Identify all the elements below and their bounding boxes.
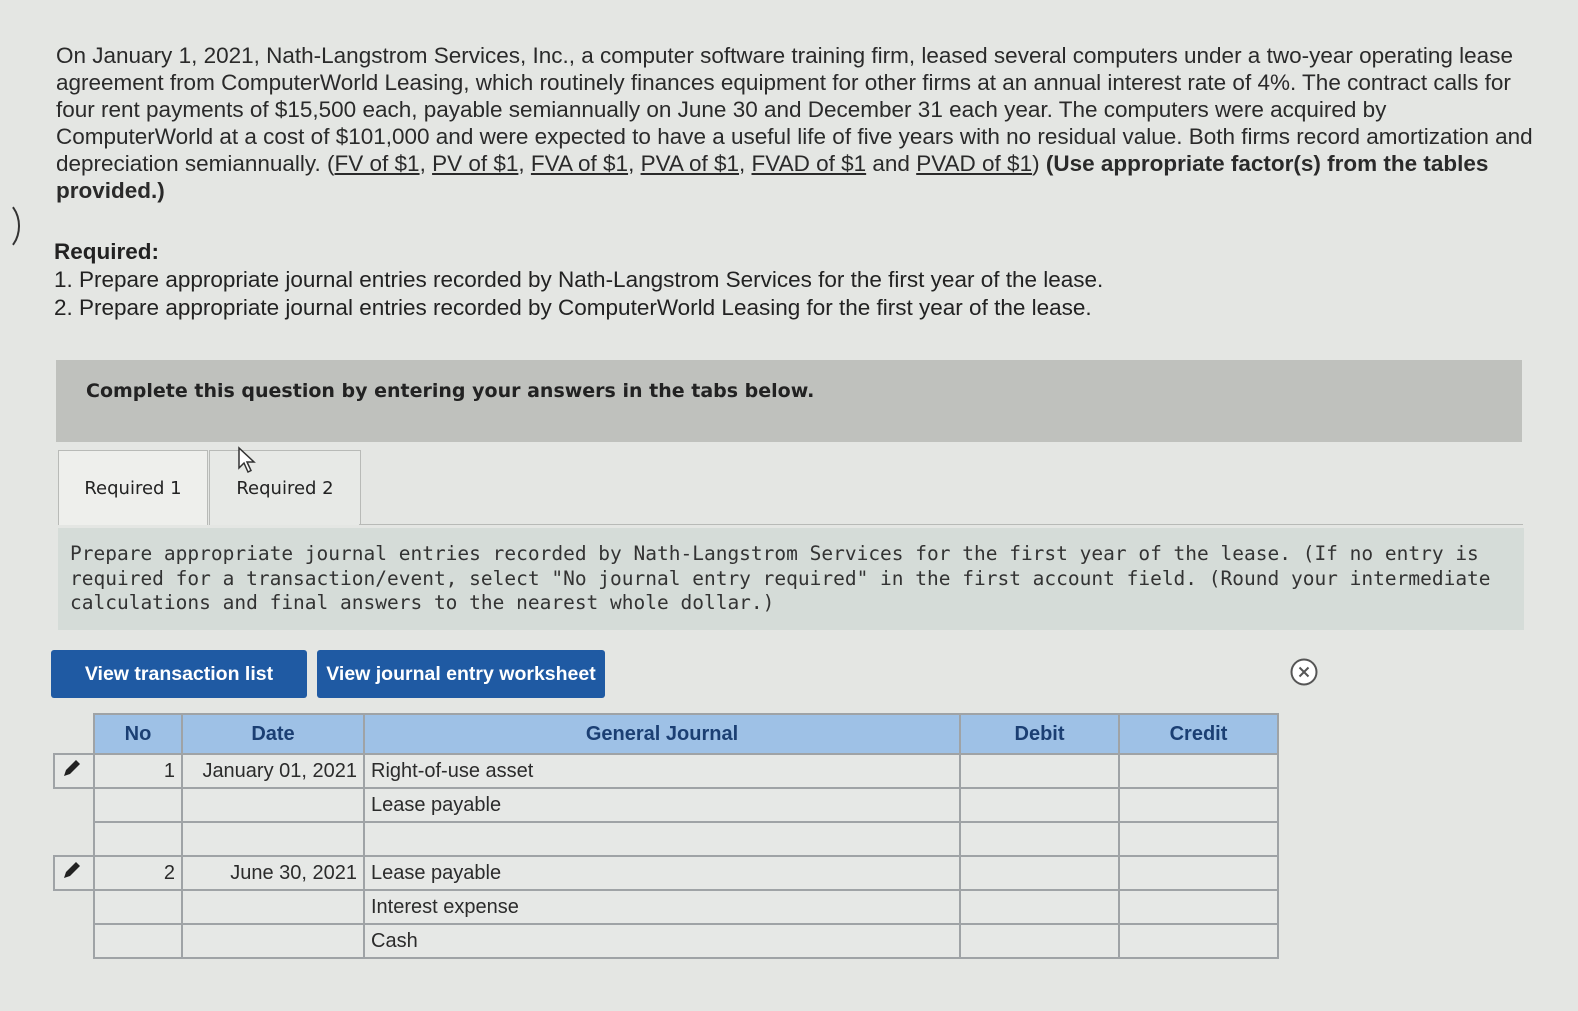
pvad-link[interactable]: PVAD of $1 [916,151,1033,176]
cell-date: January 01, 2021 [182,754,364,788]
journal-row [54,856,1278,890]
pencil-icon [61,859,83,881]
close-icon[interactable] [1289,657,1319,687]
header-date: Date [182,714,364,754]
cell-credit [1119,788,1278,822]
pencil-icon [61,757,83,779]
problem-statement: On January 1, 2021, Nath-Langstrom Services, Inc., a computer software training firm, leased several computers under a two-year operating lease agreement from ComputerWorld Leasing, which routinely finances equipment for other firms at an annual interest rate of 4%. The contract calls for four rent payments of $15,500 each, payable semiannually on June 30 and December 31 each year. The computers were acquired by ComputerWorld at a cost of $101,000 and were expected to have a useful life of five years with no residual value. Both firms record amortization and depreciation semiannually. (FV of $1, PV of $1, FVA of $1, PVA of $1, FVAD of $1 and PVAD of $1) (Use appropriate factor(s) from the tables provided.) [56,43,1533,203]
required-heading: Required: [54,239,160,264]
journal-row [54,754,1278,788]
header-spacer [54,714,94,754]
view-transaction-list-button[interactable]: View transaction list [51,650,307,698]
cell-date [182,890,364,924]
cell-account: Cash [364,924,960,958]
journal-row [54,924,1278,958]
mouse-pointer-icon [236,446,260,476]
tab-divider [359,524,1523,525]
cell-debit [960,856,1119,890]
fvad-link[interactable]: FVAD of $1 [751,151,867,176]
journal-header-row [54,714,1278,754]
cell-no: 1 [94,754,182,788]
cell-credit [1119,890,1278,924]
tab-label: Required 2 [236,477,334,499]
journal-row [54,788,1278,822]
pencil-spacer [54,822,94,856]
fv-link[interactable]: FV of $1 [334,151,420,176]
cell-credit [1119,856,1278,890]
cell-account: Right-of-use asset [364,754,960,788]
journal-row [54,890,1278,924]
cell-credit [1119,754,1278,788]
cell-date [182,788,364,822]
cell-debit [960,822,1119,856]
cell-debit [960,754,1119,788]
instructions-panel [58,528,1524,630]
instructions-text: Prepare appropriate journal entries recorded by Nath-Langstrom Services for the first year of the lease. (If no entry is required for a transaction/event, select "No journal entry required" in the first account field. (Round your intermediate calculations and final answers to the nearest whole dollar.) [70,542,1491,614]
header-credit: Credit [1119,714,1278,754]
cell-date: June 30, 2021 [182,856,364,890]
header-general-journal: General Journal [364,714,960,754]
header-no: No [94,714,182,754]
required-item-2: 2. Prepare appropriate journal entries recorded by ComputerWorld Leasing for the first year of the lease. [54,295,1092,320]
banner-text: Complete this question by entering your answers in the tabs below. [86,380,815,402]
cell-debit [960,924,1119,958]
pencil-spacer [54,890,94,924]
tab-required-2[interactable] [209,450,361,525]
pencil-spacer [54,924,94,958]
cell-account: Lease payable [364,788,960,822]
cell-date [182,924,364,958]
page-edge-bracket [0,200,20,252]
edit-entry-1-button[interactable] [54,754,94,788]
cell-date [182,822,364,856]
cell-no: 2 [94,856,182,890]
instruction-banner [56,360,1522,442]
edit-entry-2-button[interactable] [54,856,94,890]
view-journal-worksheet-button[interactable]: View journal entry worksheet [317,650,605,698]
fva-link[interactable]: FVA of $1 [530,151,629,176]
tab-required-1[interactable] [58,450,208,525]
cell-credit [1119,924,1278,958]
problem-text: On January 1, 2021, Nath-Langstrom Services, Inc., a computer software training firm, leased several computers under a two-year operating lease agreement from ComputerWorld Leasing, which routinely finances equipment for other firms at an annual interest rate of 4%. The contract calls for four rent payments of $15,500 each, payable semiannually on June 30 and December 31 each year. The computers were acquired by ComputerWorld at a cost of $101,000 and were expected to have a useful life of five years with no residual value. Both firms record amortization and depreciation semiannually. [56,43,1533,176]
pva-link[interactable]: PVA of $1 [640,151,739,176]
required-item-1: 1. Prepare appropriate journal entries recorded by Nath-Langstrom Services for the first year of the lease. [54,267,1104,292]
pencil-spacer [54,788,94,822]
cell-debit [960,890,1119,924]
journal-table [53,713,1279,959]
factor-note: (Use appropriate factor(s) from the tables provided.) [56,151,1489,203]
cell-no [94,924,182,958]
cell-no [94,788,182,822]
cell-account [364,822,960,856]
cell-debit [960,788,1119,822]
cell-account: Lease payable [364,856,960,890]
pv-link[interactable]: PV of $1 [432,151,519,176]
cell-no [94,890,182,924]
journal-row [54,822,1278,856]
header-debit: Debit [960,714,1119,754]
cell-no [94,822,182,856]
tab-label: Required 1 [84,477,182,499]
cell-account: Interest expense [364,890,960,924]
required-section [54,238,1103,322]
cell-credit [1119,822,1278,856]
